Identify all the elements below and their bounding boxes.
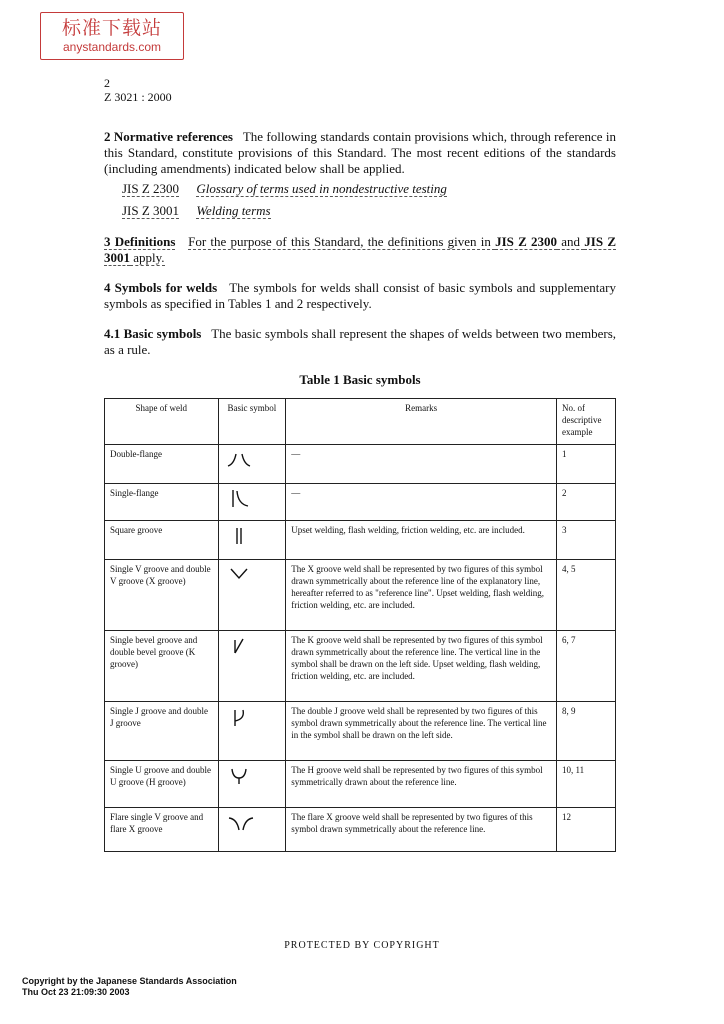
square-groove-weld-symbol-icon [224,524,254,546]
section-2-paragraph [104,129,616,177]
symbol-cell [218,631,286,702]
timestamp-line: Thu Oct 23 21:09:30 2003 [22,987,130,997]
single-flange-weld-symbol-icon [224,487,254,509]
shape-cell: Single U groove and double U groove (H groove) [105,761,219,808]
stamp-url-text: anystandards.com [62,40,162,54]
remarks-cell: — [286,445,557,484]
copyright-line: Copyright by the Japanese Standards Association [22,976,237,986]
header-shape-of-weld: Shape of weld [105,399,219,445]
section-3-text-c: apply. [130,250,165,265]
bevel-groove-weld-symbol-icon [224,634,254,656]
symbol-cell [218,808,286,852]
example-cell: 10, 11 [557,761,616,808]
reference-title: Glossary of terms used in nondestructive testing [196,181,447,196]
section-2-text: The following standards contain provisions which, through reference in this Standard, constitute provisions of this Standard. The most recent editions of the standards (including amendments) indicated below shall be applied. [104,129,616,176]
reference-title: Welding terms [196,203,271,218]
table-row [105,808,616,852]
table-row [105,560,616,631]
shape-cell: Square groove [105,521,219,560]
header-remarks: Remarks [286,399,557,445]
header-basic-symbol: Basic symbol [218,399,286,445]
section-3-heading: 3 Definitions [104,234,176,249]
section-4-heading: 4 Symbols for welds [104,280,218,295]
example-cell: 12 [557,808,616,852]
table-row [105,761,616,808]
section-3-text-b: and [557,234,585,249]
example-cell: 8, 9 [557,702,616,761]
shape-cell: Single J groove and double J groove [105,702,219,761]
reference-item [122,203,271,219]
table-row [105,484,616,521]
example-cell: 2 [557,484,616,521]
table-header-row [105,399,616,445]
remarks-cell: The double J groove weld shall be represented by two figures of this symbol drawn symmetrically about the reference line. The vertical line in the symbol shall be drawn on the left side. [286,702,557,761]
example-cell: 1 [557,445,616,484]
remarks-cell: The X groove weld shall be represented by two figures of this symbol drawn symmetrically about the reference line of the explanatory line, hereafter referred to as "reference line". Upset welding, flash welding, friction welding, etc. are included. [286,560,557,631]
shape-cell: Double-flange [105,445,219,484]
remarks-cell: — [286,484,557,521]
page-number: 2 [104,76,110,90]
shape-cell: Single-flange [105,484,219,521]
j-groove-weld-symbol-icon [224,705,254,729]
basic-symbols-table [104,398,616,852]
shape-cell: Flare single V groove and flare X groove [105,808,219,852]
section-4-1-paragraph [104,326,616,358]
section-4-paragraph [104,280,616,312]
table-row [105,702,616,761]
section-3-ref-a: JIS Z 2300 [495,234,558,249]
section-4-text: The symbols for welds shall consist of basic symbols and supplementary symbols as specified in Tables 1 and 2 respectively. [104,280,617,311]
u-groove-weld-symbol-icon [224,764,254,786]
flare-v-groove-weld-symbol-icon [224,811,258,833]
remarks-cell: Upset welding, flash welding, friction welding, etc. are included. [286,521,557,560]
reference-item [122,181,447,197]
reference-code: JIS Z 3001 [122,203,180,218]
table-row [105,631,616,702]
shape-cell: Single bevel groove and double bevel groove (K groove) [105,631,219,702]
v-groove-weld-symbol-icon [224,563,254,585]
symbol-cell [218,484,286,521]
shape-cell: Single V groove and double V groove (X groove) [105,560,219,631]
section-4-1-text: The basic symbols shall represent the shapes of welds between two members, as a rule. [104,326,617,357]
section-3-text-a: For the purpose of this Standard, the definitions given in [188,234,496,249]
example-cell: 6, 7 [557,631,616,702]
remarks-cell: The K groove weld shall be represented by two figures of this symbol drawn symmetrically about the reference line. The vertical line in the symbol shall be drawn on the left side. Upset welding, flash welding, friction welding, etc. are included. [286,631,557,702]
double-flange-weld-symbol-icon [224,448,254,470]
header-descriptive-example: No. of descriptive example [557,399,616,445]
remarks-cell: The H groove weld shall be represented by two figures of this symbol symmetrically drawn about the reference line. [286,761,557,808]
reference-code: JIS Z 2300 [122,181,180,196]
symbol-cell [218,560,286,631]
remarks-cell: The flare X groove weld shall be represented by two figures of this symbol drawn symmetrically about the reference line. [286,808,557,852]
protected-notice: PROTECTED BY COPYRIGHT [284,940,440,951]
symbol-cell [218,521,286,560]
stamp-cjk-text: 标准下载站 [61,17,162,39]
section-4-1-heading: 4.1 Basic symbols [104,326,202,341]
symbol-cell [218,761,286,808]
standard-number: Z 3021 : 2000 [104,90,172,104]
section-3-ref-b: JIS Z 3001 [104,234,616,265]
symbol-cell [218,702,286,761]
example-cell: 4, 5 [557,560,616,631]
table-row [105,445,616,484]
table-row [105,521,616,560]
watermark-stamp [40,12,184,60]
section-2-heading: 2 Normative references [104,129,233,144]
example-cell: 3 [557,521,616,560]
section-3-paragraph [104,234,616,266]
table-1-caption: Table 1 Basic symbols [299,372,421,387]
symbol-cell [218,445,286,484]
